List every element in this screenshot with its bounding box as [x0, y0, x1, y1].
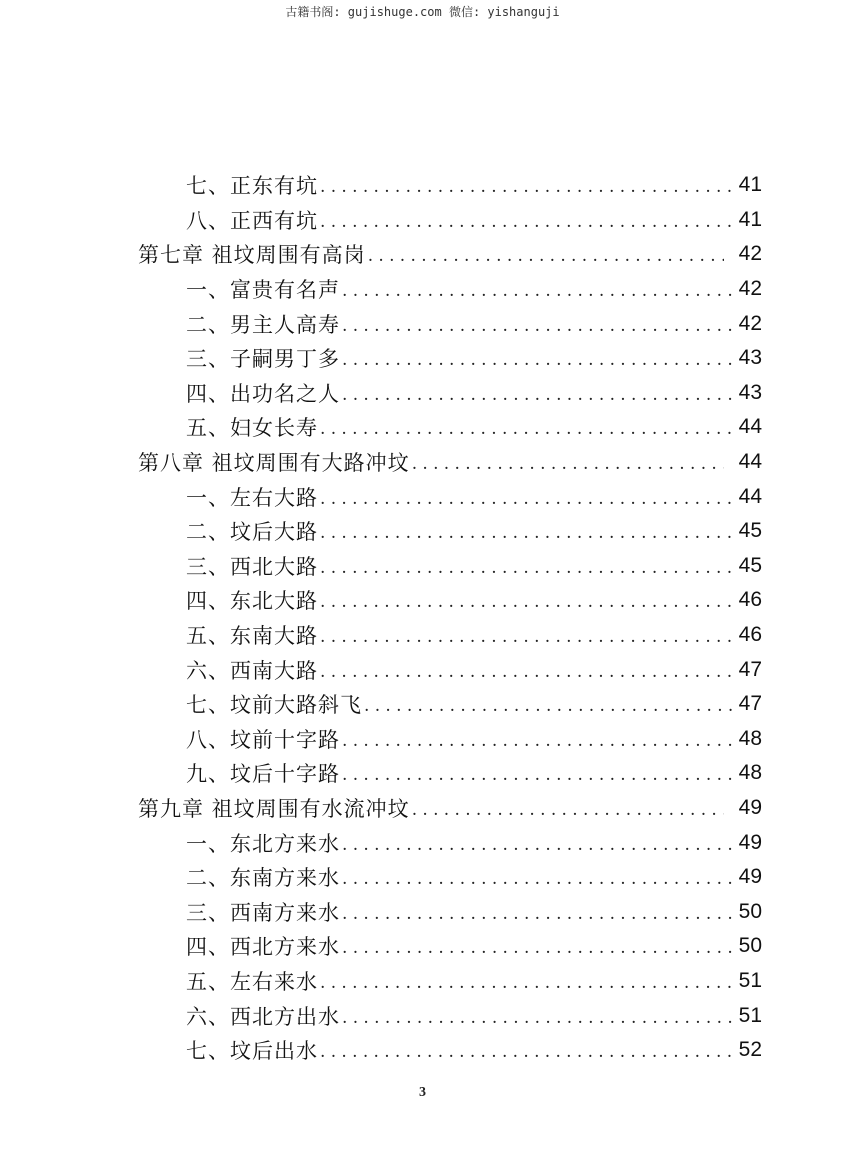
toc-entry-title: 二、男主人高寿: [186, 312, 340, 337]
toc-section-entry: [186, 756, 762, 791]
dot-leader: [368, 246, 724, 266]
toc-entry-title: 五、东南大路: [186, 624, 318, 649]
toc-entry-page: 45: [738, 553, 762, 577]
toc-entry-title: 三、子嗣男丁多: [186, 347, 340, 372]
toc-entry-title: 二、东南方来水: [186, 866, 340, 891]
toc-entry-title: 一、东北方来水: [186, 831, 340, 856]
toc-section-entry: [186, 410, 762, 445]
toc-entry-title: 七、正东有坑: [186, 174, 318, 199]
dot-leader: [342, 1008, 734, 1028]
toc-entry-title: 三、西北大路: [186, 554, 318, 579]
toc-entry-title: 八、正西有坑: [186, 208, 318, 233]
toc-entry-page: 44: [738, 450, 762, 474]
dot-leader: [320, 1042, 734, 1062]
dot-leader: [364, 696, 734, 716]
toc-entry-title: 第七章 祖坟周围有高岗: [138, 243, 366, 268]
dot-leader: [320, 212, 734, 232]
toc-entry-page: 50: [738, 899, 762, 923]
toc-entry-title: 四、出功名之人: [186, 381, 340, 406]
toc-entry-page: 48: [738, 726, 762, 750]
toc-entry-page: 44: [738, 415, 762, 439]
dot-leader: [320, 523, 734, 543]
toc-section-entry: [186, 583, 762, 618]
toc-entry-title: 一、左右大路: [186, 485, 318, 510]
toc-section-entry: [186, 998, 762, 1033]
dot-leader: [342, 731, 734, 751]
dot-leader: [342, 350, 734, 370]
toc-entry-title: 五、妇女长寿: [186, 416, 318, 441]
toc-chapter-entry: [138, 237, 762, 272]
dot-leader: [320, 662, 734, 682]
toc-entry-title: 八、坟前十字路: [186, 727, 340, 752]
toc-entry-page: 46: [738, 623, 762, 647]
toc-entry-page: 49: [738, 796, 762, 820]
dot-leader: [342, 765, 734, 785]
toc-entry-page: 43: [738, 346, 762, 370]
dot-leader: [320, 489, 734, 509]
dot-leader: [342, 385, 734, 405]
toc-entry-page: 41: [738, 207, 762, 231]
toc-section-entry: [186, 964, 762, 999]
toc-section-entry: [186, 479, 762, 514]
toc-section-entry: [186, 860, 762, 895]
toc-entry-title: 七、坟前大路斜飞: [186, 693, 362, 718]
toc-section-entry: [186, 514, 762, 549]
toc-chapter-entry: [138, 445, 762, 480]
toc-section-entry: [186, 895, 762, 930]
toc-entry-title: 第九章 祖坟周围有水流冲坟: [138, 797, 410, 822]
toc-entry-page: 48: [738, 761, 762, 785]
watermark-text: 古籍书阁: gujishuge.com 微信: yishanguji: [285, 5, 560, 19]
toc-entry-page: 45: [738, 519, 762, 543]
toc-entry-page: 42: [738, 277, 762, 301]
toc-section-entry: [186, 306, 762, 341]
dot-leader: [320, 973, 734, 993]
toc-entry-title: 四、东北大路: [186, 589, 318, 614]
toc-entry-page: 47: [738, 692, 762, 716]
toc-section-entry: [186, 929, 762, 964]
toc-section-entry: [186, 618, 762, 653]
toc-chapter-entry: [138, 791, 762, 826]
dot-leader: [342, 904, 734, 924]
toc-section-entry: [186, 825, 762, 860]
toc-entry-page: 50: [738, 934, 762, 958]
toc-entry-page: 51: [738, 969, 762, 993]
toc-section-entry: [186, 341, 762, 376]
dot-leader: [320, 592, 734, 612]
dot-leader: [342, 316, 734, 336]
toc-section-entry: [186, 203, 762, 238]
toc-section-entry: [186, 652, 762, 687]
dot-leader: [342, 835, 734, 855]
toc-entry-title: 七、坟后出水: [186, 1039, 318, 1064]
dot-leader: [320, 177, 734, 197]
toc-entry-title: 一、富贵有名声: [186, 278, 340, 303]
toc-entry-page: 51: [738, 1003, 762, 1027]
toc-entry-page: 43: [738, 380, 762, 404]
toc-section-entry: [186, 722, 762, 757]
dot-leader: [342, 281, 734, 301]
toc-entry-page: 47: [738, 657, 762, 681]
toc-section-entry: [186, 687, 762, 722]
dot-leader: [342, 869, 734, 889]
dot-leader: [320, 627, 734, 647]
toc-entry-page: 52: [738, 1038, 762, 1062]
toc-section-entry: [186, 376, 762, 411]
toc-entry-page: 42: [738, 242, 762, 266]
toc-entry-page: 46: [738, 588, 762, 612]
toc-entry-title: 四、西北方来水: [186, 935, 340, 960]
toc-entry-title: 第八章 祖坟周围有大路冲坟: [138, 451, 410, 476]
toc-entry-page: 49: [738, 865, 762, 889]
toc-section-entry: [186, 272, 762, 307]
toc-entry-title: 二、坟后大路: [186, 520, 318, 545]
dot-leader: [412, 454, 724, 474]
toc-entry-page: 41: [738, 173, 762, 197]
dot-leader: [320, 558, 734, 578]
toc-entry-page: 42: [738, 311, 762, 335]
toc-section-entry: [186, 1033, 762, 1068]
toc-entry-title: 五、左右来水: [186, 970, 318, 995]
dot-leader: [342, 938, 734, 958]
toc-entry-page: 49: [738, 830, 762, 854]
toc-entry-title: 六、西南大路: [186, 658, 318, 683]
dot-leader: [412, 800, 724, 820]
toc-section-entry: [186, 168, 762, 203]
toc-section-entry: [186, 549, 762, 584]
toc-entry-title: 六、西北方出水: [186, 1004, 340, 1029]
page-number: 3: [419, 1085, 426, 1100]
dot-leader: [320, 419, 734, 439]
toc-entry-page: 44: [738, 484, 762, 508]
toc-entry-title: 三、西南方来水: [186, 900, 340, 925]
toc-entry-title: 九、坟后十字路: [186, 762, 340, 787]
